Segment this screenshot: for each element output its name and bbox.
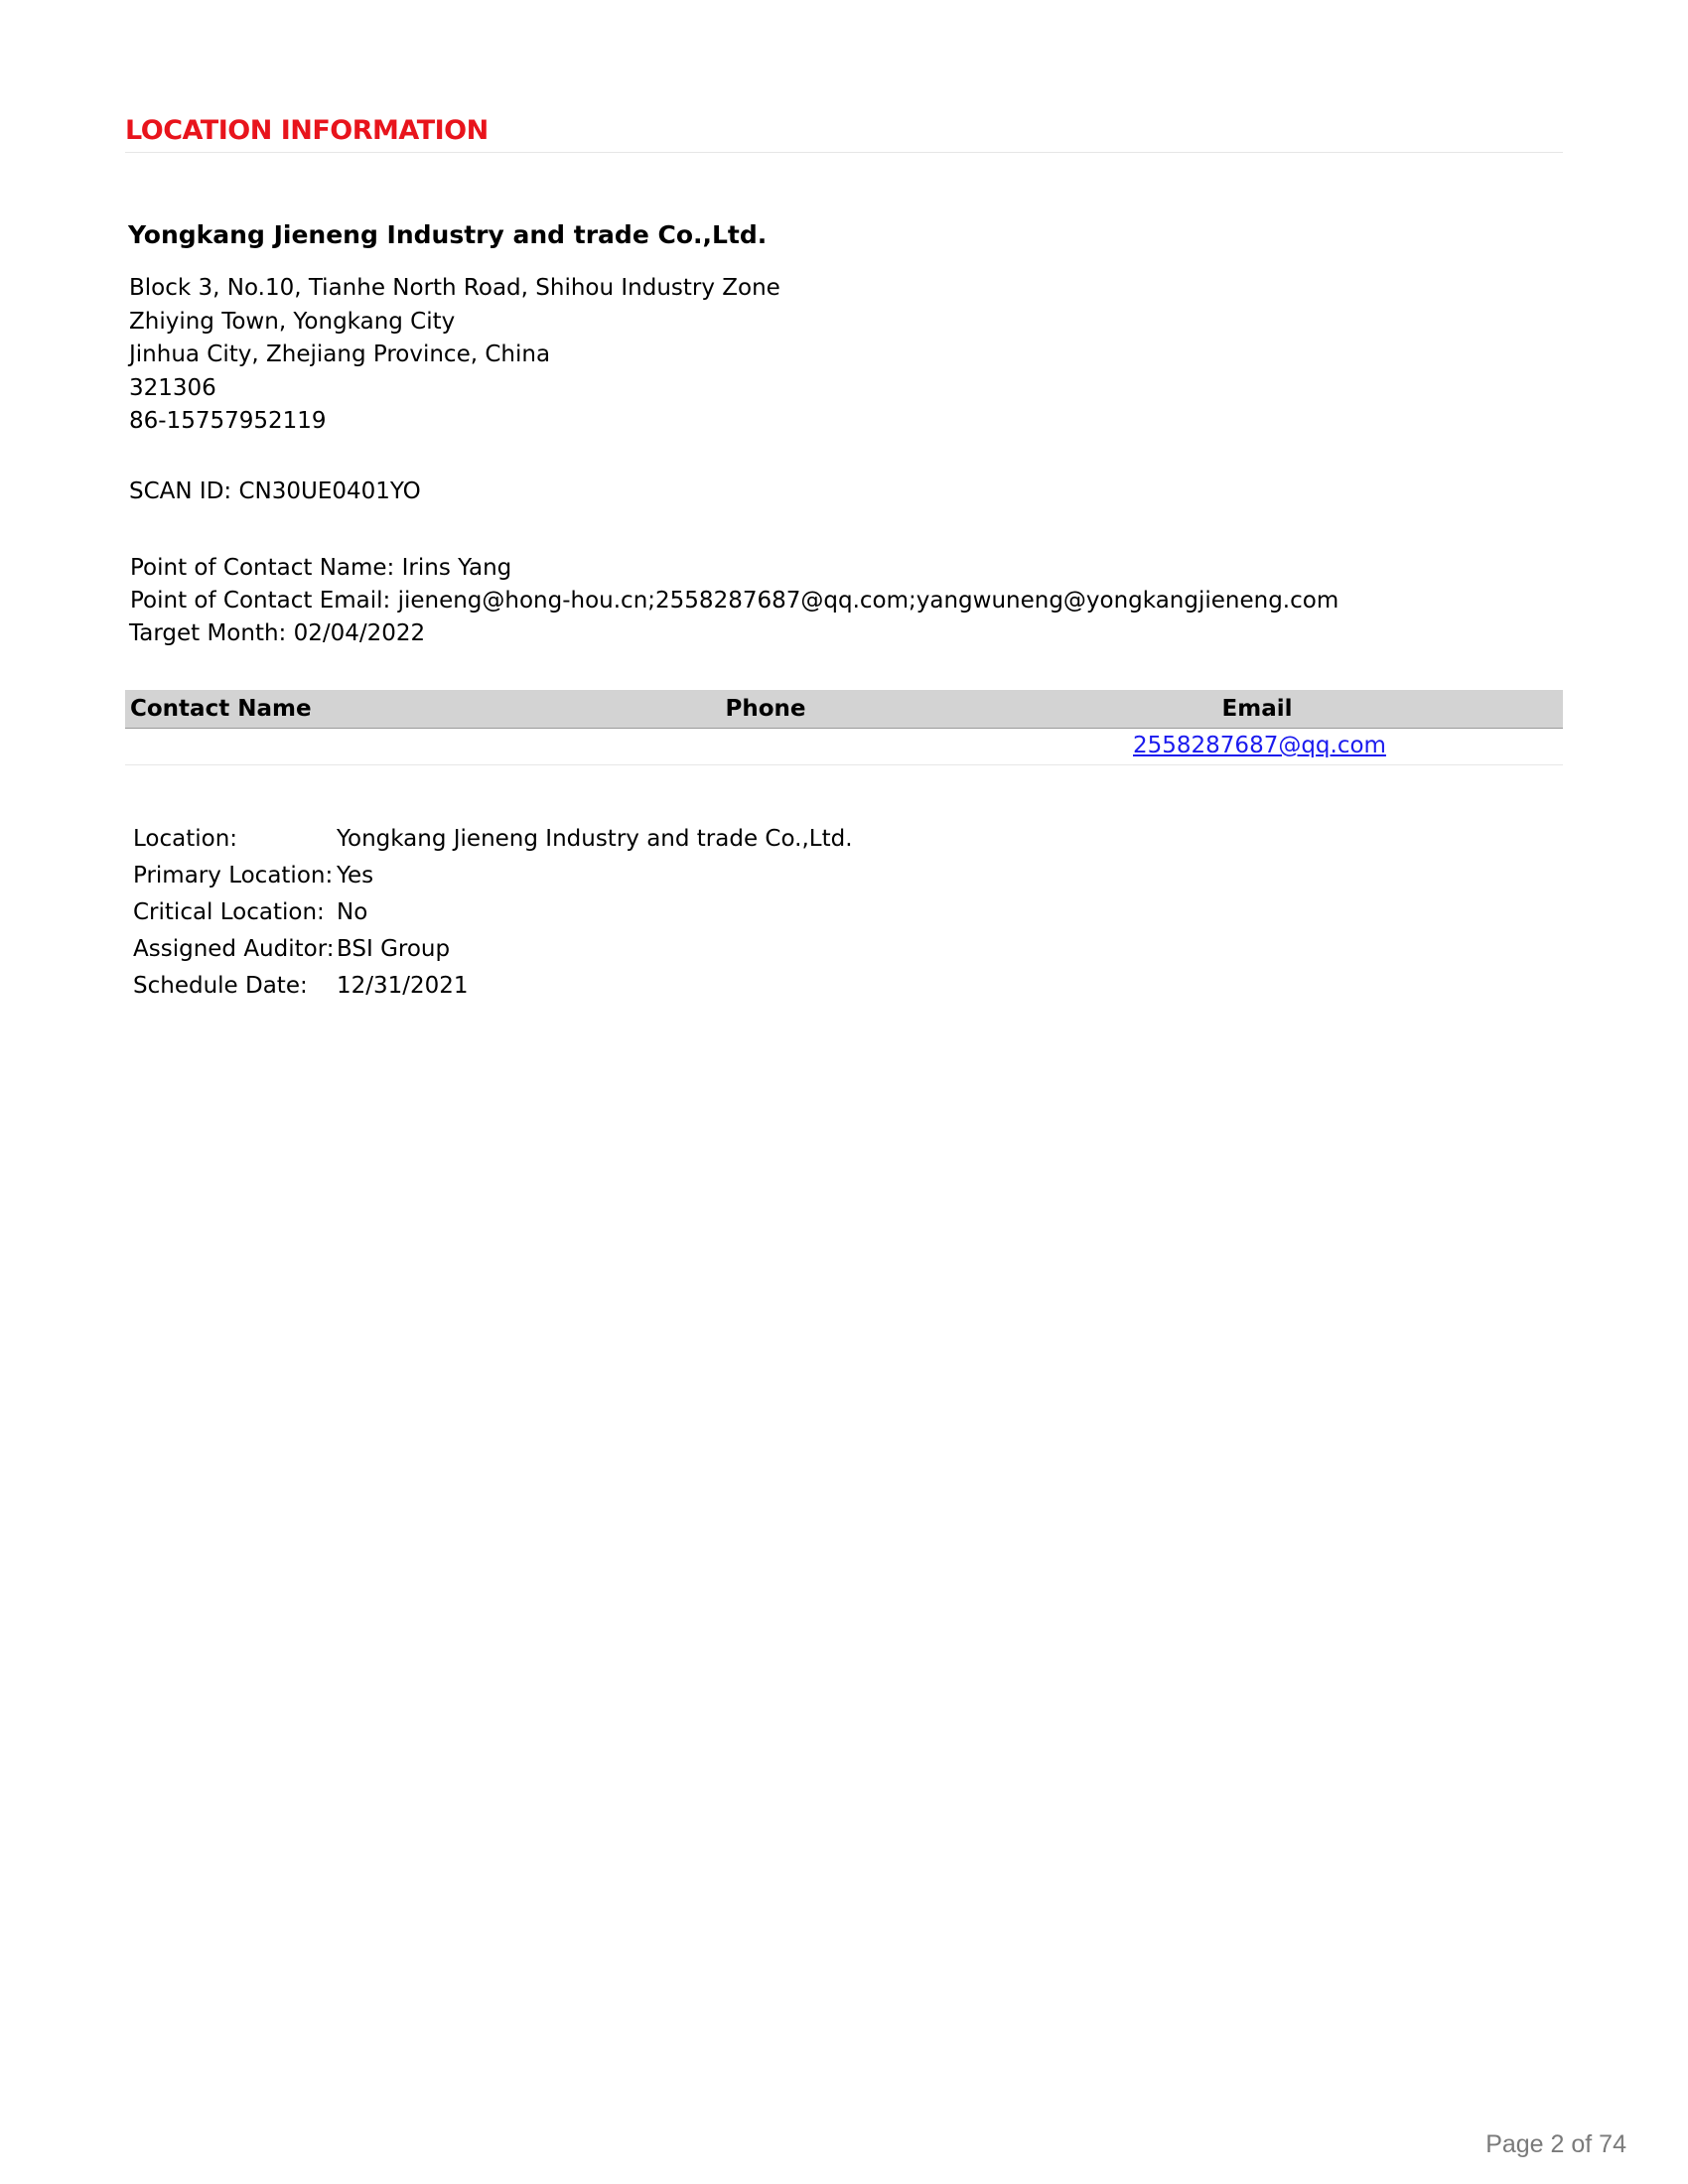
address-block: [129, 272, 780, 439]
contacts-table-header: [125, 690, 1563, 729]
primary-location-value: Yes: [337, 863, 374, 888]
contacts-table: [125, 690, 1563, 765]
header-phone: Phone: [725, 696, 806, 722]
row-email-cell: [1133, 733, 1386, 758]
table-row: [125, 729, 1563, 765]
assigned-auditor-label: Assigned Auditor:: [133, 936, 335, 962]
detail-row-primary: [133, 863, 853, 899]
page-number: Page 2 of 74: [1485, 2130, 1626, 2158]
scan-id: SCAN ID: CN30UE0401YO: [129, 478, 421, 504]
title-divider: [125, 152, 1563, 153]
address-line-3: Jinhua City, Zhejiang Province, China: [129, 341, 551, 367]
detail-row-schedule: [133, 973, 853, 1010]
assigned-auditor-value: BSI Group: [337, 936, 451, 962]
email-link[interactable]: 2558287687@qq.com: [1133, 733, 1386, 758]
postal-code: 321306: [129, 374, 216, 401]
location-details: [133, 826, 853, 1010]
detail-row-critical: [133, 899, 853, 936]
address-line-2: Zhiying Town, Yongkang City: [129, 308, 456, 335]
critical-location-value: No: [337, 899, 368, 925]
schedule-date-value: 12/31/2021: [337, 973, 469, 999]
section-title: LOCATION INFORMATION: [125, 115, 489, 146]
schedule-date-label: Schedule Date:: [133, 973, 308, 999]
critical-location-label: Critical Location:: [133, 899, 325, 925]
target-month: Target Month: 02/04/2022: [129, 620, 426, 646]
detail-row-auditor: [133, 936, 853, 973]
point-of-contact-block: [130, 552, 1338, 650]
primary-location-label: Primary Location:: [133, 863, 334, 888]
location-value: Yongkang Jieneng Industry and trade Co.,Ltd.: [337, 826, 853, 852]
address-line-1: Block 3, No.10, Tianhe North Road, Shihou Industry Zone: [129, 275, 780, 301]
location-label: Location:: [133, 826, 238, 852]
company-phone: 86-15757952119: [129, 408, 327, 434]
header-contact-name: Contact Name: [130, 696, 312, 722]
detail-row-location: [133, 826, 853, 863]
point-of-contact-name: Point of Contact Name: Irins Yang: [130, 555, 512, 581]
point-of-contact-email: Point of Contact Email: jieneng@hong-hou.cn;2558287687@qq.com;yangwuneng@yongkangjieneng.com: [130, 588, 1339, 614]
company-name: Yongkang Jieneng Industry and trade Co.,Ltd.: [128, 220, 768, 249]
header-email: Email: [1221, 696, 1293, 722]
